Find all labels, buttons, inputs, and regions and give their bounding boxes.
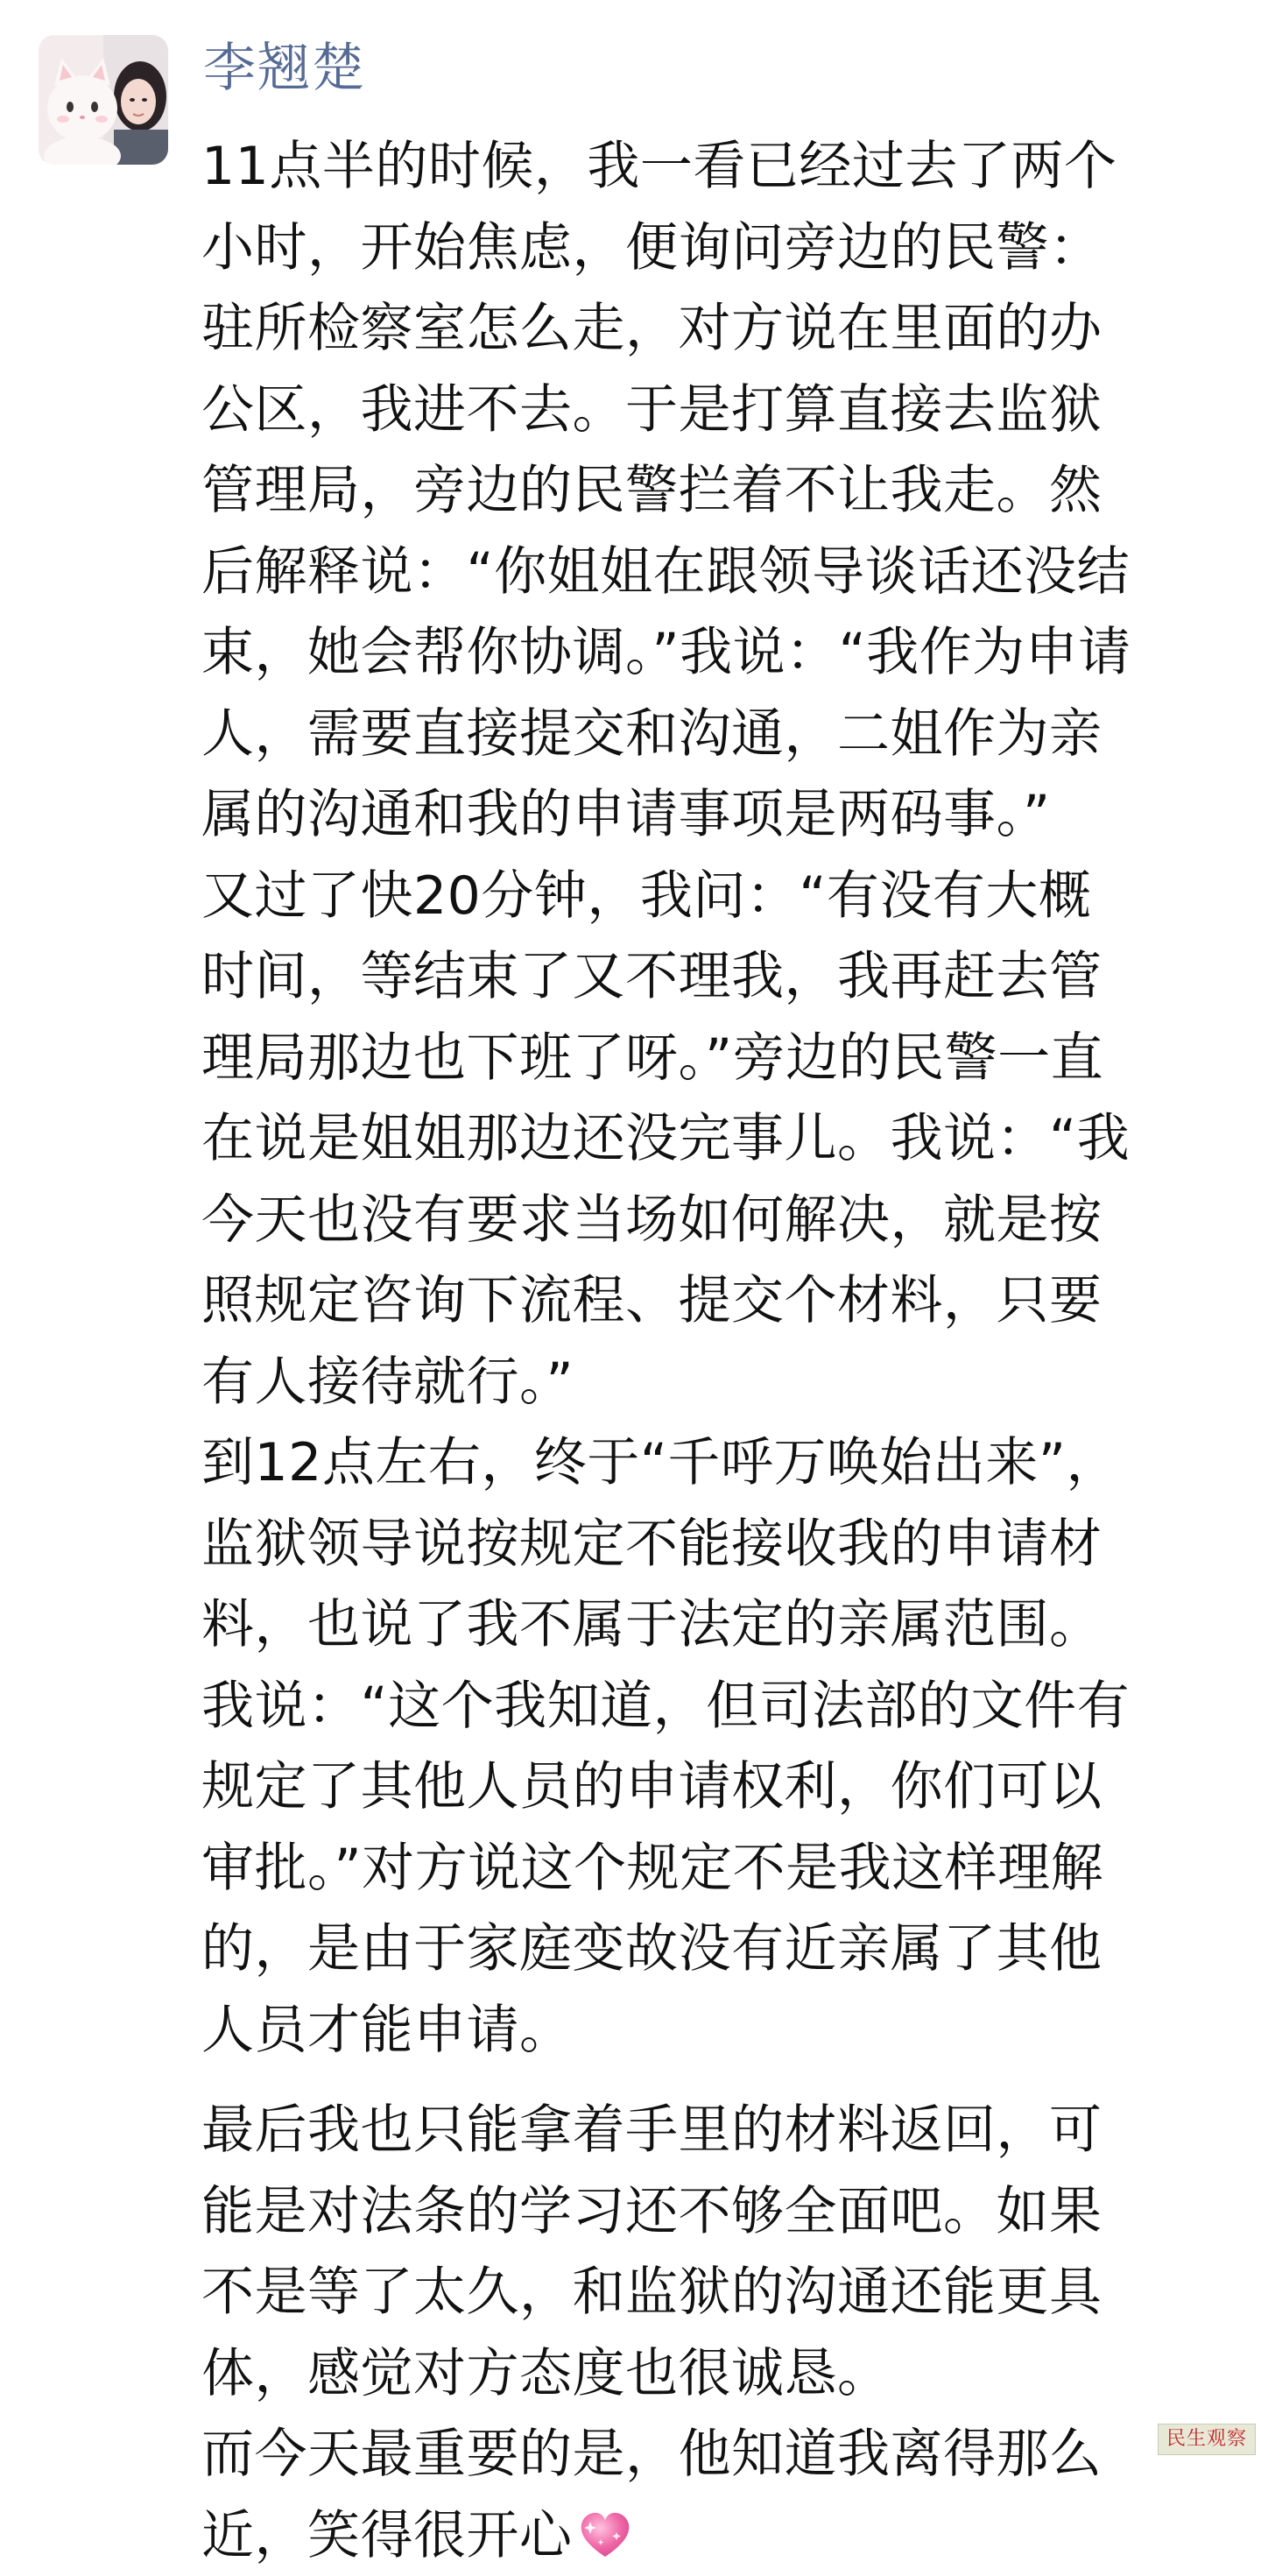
post-text-line: 规定了其他人员的申请权利，你们可以: [201, 1747, 1235, 1828]
post-content: [201, 126, 1235, 2576]
author-name[interactable]: 李翘楚: [203, 33, 366, 103]
post-text-line: 11点半的时候，我一看已经过去了两个: [201, 126, 1235, 208]
post-text-line: 后解释说：“你姐姐在跟领导谈话还没结: [201, 532, 1235, 613]
post-text-line: 而今天最重要的是，他知道我离得那么: [201, 2414, 1235, 2495]
post-text-line: 人，需要直接提交和沟通，二姐作为亲: [201, 694, 1235, 775]
post-text-line: 能是对法条的学习还不够全面吧。如果: [201, 2171, 1235, 2253]
post-text-line: 管理局，旁边的民警拦着不让我走。然: [201, 450, 1235, 532]
post-text-line: 审批。”对方说这个规定不是我这样理解: [201, 1828, 1235, 1909]
post-last-line: [201, 2495, 1235, 2576]
post-text-line: 今天也没有要求当场如何解决，就是按: [201, 1180, 1235, 1261]
post-text-line: 时间，等结束了又不理我，我再赶去管: [201, 936, 1235, 1018]
post-text-line: 料，也说了我不属于法定的亲属范围。: [201, 1584, 1235, 1666]
avatar[interactable]: [39, 35, 168, 165]
post-text-line: 体，感觉对方态度也很诚恳。: [201, 2333, 1235, 2415]
post-text-line: 有人接待就行。”: [201, 1342, 1235, 1423]
post-text-line: 公区，我进不去。于是打算直接去监狱: [201, 370, 1235, 451]
post-text-line: 束，她会帮你协调。”我说：“我作为申请: [201, 612, 1235, 694]
post-text-line: 的，是由于家庭变故没有近亲属了其他: [201, 1909, 1235, 1990]
post-text-line: 到12点左右，终于“千呼万唤始出来”，: [201, 1422, 1235, 1504]
post-text-line: 照规定咨询下流程、提交个材料，只要: [201, 1260, 1235, 1342]
post-text-line: 驻所检察室怎么走，对方说在里面的办: [201, 288, 1235, 370]
post-text-line: 监狱领导说按规定不能接收我的申请材: [201, 1504, 1235, 1585]
post-text-line: 属的沟通和我的申请事项是两码事。”: [201, 774, 1235, 856]
post-text-line: 最后我也只能拿着手里的材料返回，可: [201, 2090, 1235, 2171]
avatar-illustration: [39, 35, 168, 165]
post-text-line: 人员才能申请。: [201, 1990, 1235, 2071]
post-text-line: 理局那边也下班了呀。”旁边的民警一直: [201, 1018, 1235, 1099]
post-text-line: 不是等了太久，和监狱的沟通还能更具: [201, 2252, 1235, 2333]
post-text-line: 又过了快20分钟，我问：“有没有大概: [201, 856, 1235, 937]
watermark-badge: 民生观察: [1158, 2424, 1256, 2455]
post-text-line: 近，笑得很开心: [201, 2505, 573, 2566]
sparkling-heart-icon: [578, 2509, 632, 2560]
post-text-line: 在说是姐姐那边还没完事儿。我说：“我: [201, 1098, 1235, 1180]
post-text-line: 小时，开始焦虑，便询问旁边的民警：: [201, 208, 1235, 289]
post-text-line: 我说：“这个我知道，但司法部的文件有: [201, 1666, 1235, 1747]
